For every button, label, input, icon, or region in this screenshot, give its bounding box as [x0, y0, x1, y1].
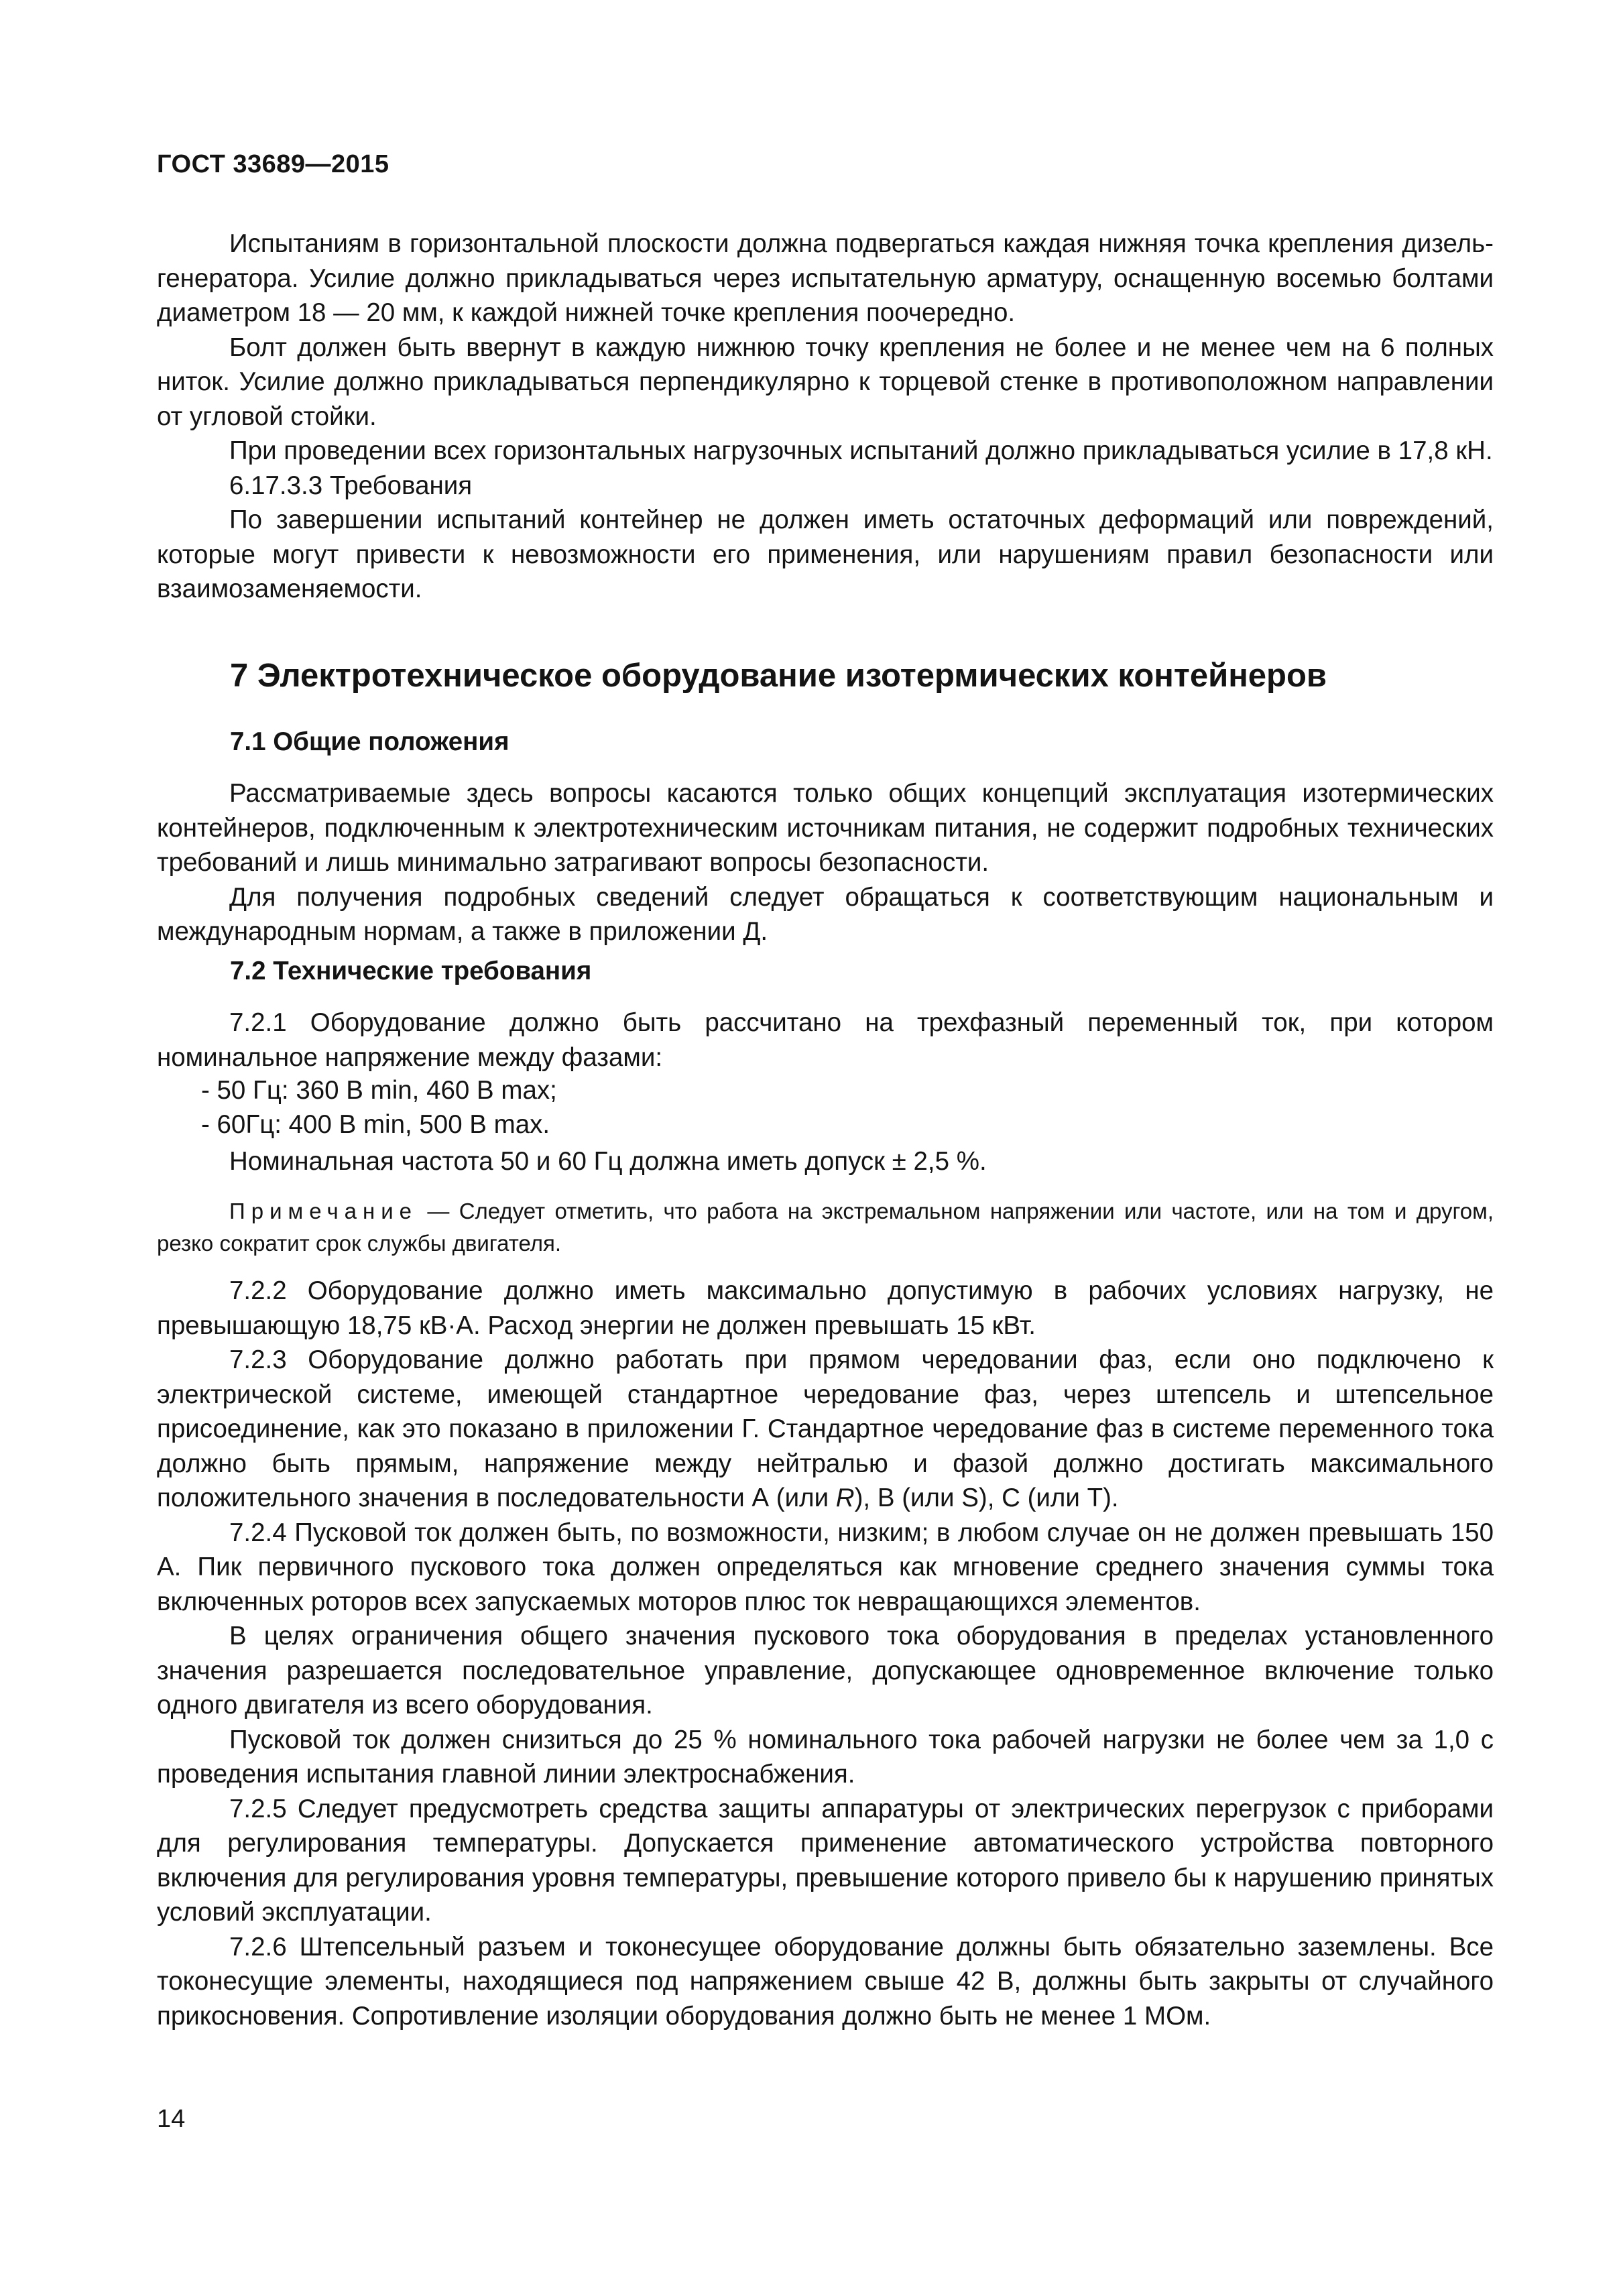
note-label: Примечание [229, 1199, 418, 1223]
document-header-id: ГОСТ 33689—2015 [157, 150, 389, 178]
section-7-title: 7 Электротехническое оборудование изотермических контейнеров [230, 658, 1327, 694]
note-block [157, 1195, 1494, 1260]
paragraph: В целях ограничения общего значения пускового тока оборудования в пределах установленного значения разрешается последовательное управление, допускающее одновременное включение только одного двигателя из всего оборудования. [157, 1622, 1494, 1719]
note-text: — Следует отметить, что работа на экстремальном напряжении или частоте, или на том и другом, резко сократит срок службы двигателя. [157, 1199, 1494, 1256]
section-7-1-title: 7.1 Общие положения [230, 727, 509, 756]
paragraph: Пусковой ток должен снизиться до 25 % номинального тока рабочей нагрузки не более чем за 1,0 с проведения испытания главной линии электроснабжения. [157, 1725, 1494, 1789]
list-item: - 60Гц: 400 В min, 500 В max. [201, 1110, 550, 1139]
paragraph: Испытаниям в горизонтальной плоскости должна подвергаться каждая нижняя точка крепления дизель-генератора. Усилие должно прикладываться через испытательную арматуру, оснащенную восемью болтами диаметром 18 — 20 мм, к каждой нижней точке крепления поочередно. [157, 229, 1494, 327]
paragraph: По завершении испытаний контейнер не должен иметь остаточных деформаций или повреждений, которые могут привести к невозможности его применения, или нарушениям правил безопасности или взаимозаменяемости. [157, 505, 1494, 603]
clause-7-2-1 [157, 1006, 1494, 1075]
paragraph: 7.2.1 Оборудование должно быть рассчитано на трехфазный переменный ток, при котором номинальное напряжение между фазами: [157, 1008, 1494, 1072]
paragraph: 7.2.5 Следует предусмотреть средства защиты аппаратуры от электрических перегрузок с приборами для регулирования температуры. Допускается применение автоматического устройства повторного включения для регулирования уровня температуры, превышение которого привело бы к нарушению принятых условий эксплуатации. [157, 1794, 1494, 1927]
paragraph: 7.2.4 Пусковой ток должен быть, по возможности, низким; в любом случае он не должен превышать 150 А. Пик первичного пускового тока должен определяться как мгновение среднего значения суммы тока включенных роторов всех запускаемых моторов плюс ток невращающихся элементов. [157, 1518, 1494, 1616]
frequency-tolerance [157, 1144, 1494, 1179]
paragraph: Болт должен быть ввернут в каждую нижнюю точку крепления не более и не менее чем на 6 полных ниток. Усилие должно прикладываться перпендикулярно к торцевой стенке в противоположном направлении от угловой стойки. [157, 333, 1494, 431]
paragraph: 7.2.2 Оборудование должно иметь максимально допустимую в рабочих условиях нагрузку, не превышающую 18,75 кВ·А. Расход энергии не должен превышать 15 кВт. [157, 1276, 1494, 1340]
section-6-17-block [157, 227, 1494, 607]
paragraph: При проведении всех горизонтальных нагрузочных испытаний должно прикладываться усилие в 17,8 кН. [229, 436, 1493, 465]
section-7-2-title: 7.2 Технические требования [230, 957, 592, 985]
paragraph: 7.2.3 Оборудование должно работать при прямом чередовании фаз, если оно подключено к электрической системе, имеющей стандартное чередование фаз, через штепсель и штепсельное присоединение, как это показано в приложении Г. Стандартное чередование фаз в системе переменного тока должно быть прямым, напряжение между нейтралью и фазой должно достигать максимального положительного значения в последовательности А (или R), В (или S), С (или Т). [157, 1345, 1494, 1512]
clauses-7-2-2-to-7-2-6 [157, 1274, 1494, 2033]
page-number: 14 [157, 2105, 186, 2133]
paragraph: Для получения подробных сведений следует обращаться к соответствующим национальным и международным нормам, а также в приложении Д. [157, 882, 1494, 946]
paragraph: Рассматриваемые здесь вопросы касаются только общих концепций эксплуатация изотермических контейнеров, подключенным к электротехническим источникам питания, не содержит подробных технических требований и лишь минимально затрагивают вопросы безопасности. [157, 779, 1494, 877]
paragraph: Номинальная частота 50 и 60 Гц должна иметь допуск ± 2,5 %. [229, 1147, 987, 1176]
section-7-1-body [157, 776, 1494, 949]
list-item: - 50 Гц: 360 В min, 460 В max; [201, 1076, 557, 1105]
clause-heading: 6.17.3.3 Требования [229, 471, 473, 500]
paragraph: 7.2.6 Штепсельный разъем и токонесущее оборудование должны быть обязательно заземлены. Все токонесущие элементы, находящиеся под напряжением свыше 42 В, должны быть закрыты от случайного прикосновения. Сопротивление изоляции оборудования должно быть не менее 1 МОм. [157, 1932, 1494, 2031]
